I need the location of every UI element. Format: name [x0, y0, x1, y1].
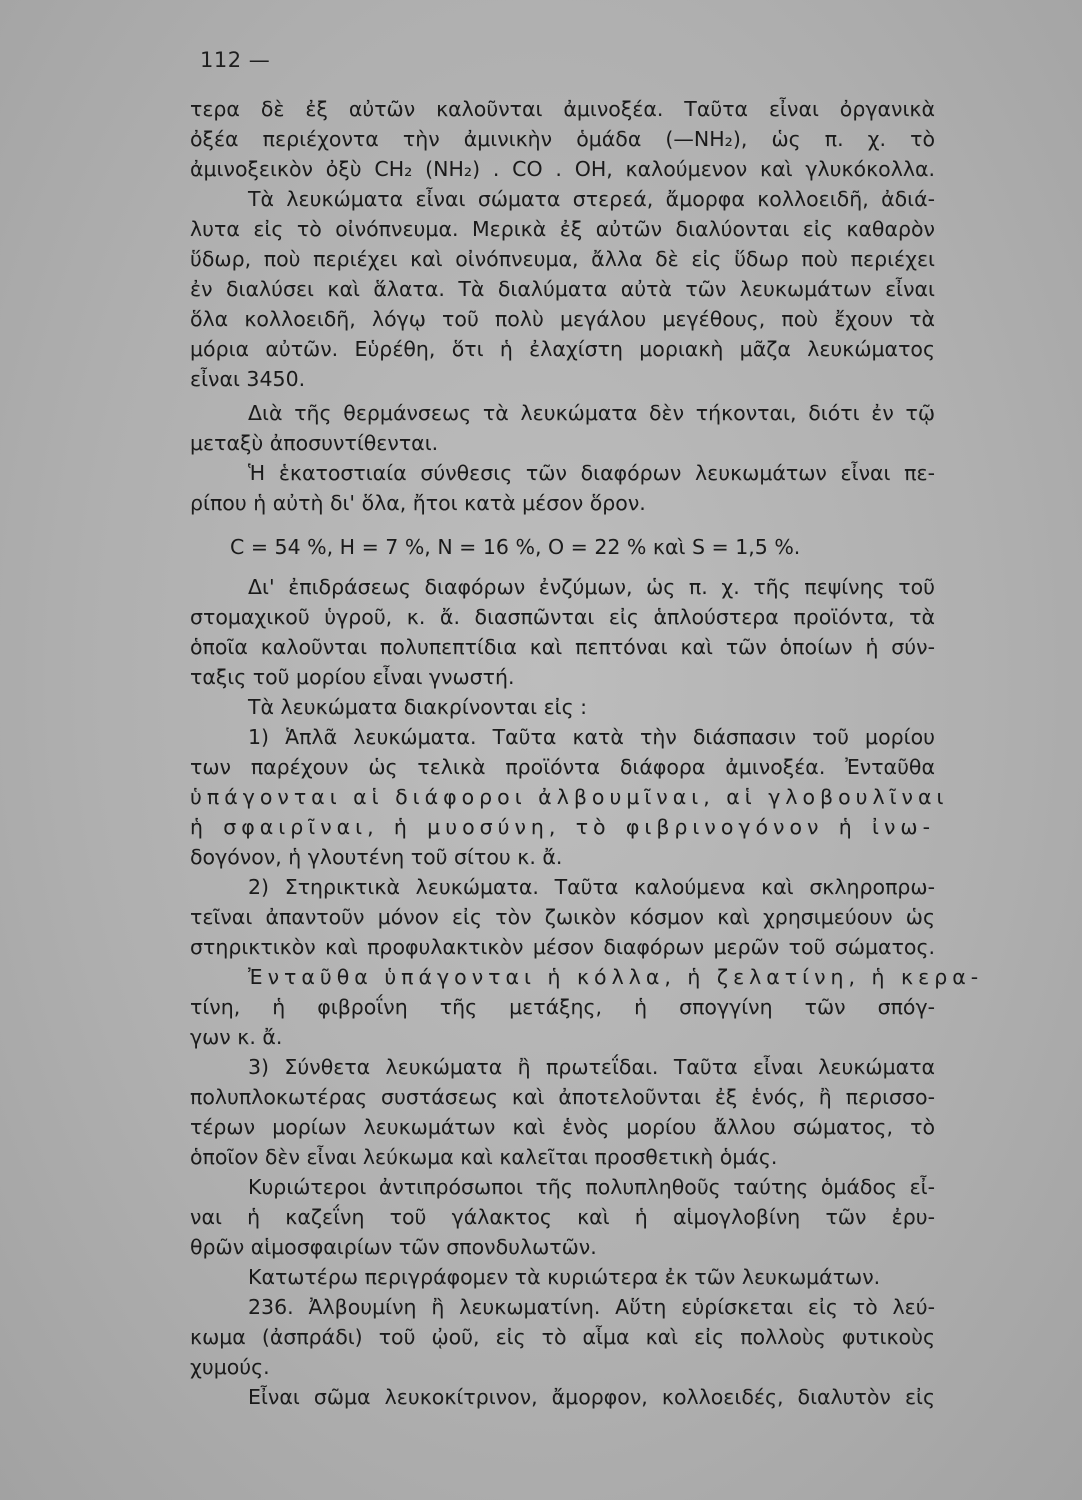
paragraph-start-line: Δι' ἐπιδράσεως διαφόρων ἐνζύμων, ὡς π. χ. τῆς πεψίνης τοῦ — [248, 575, 935, 599]
text-line: τερα δὲ ἐξ αὐτῶν καλοῦνται ἀμινοξέα. Ταῦτα εἶναι ὀργανικὰ — [190, 97, 935, 121]
text-line: τέρων μορίων λευκωμάτων καὶ ἑνὸς μορίου ἄλλου σώματος, τὸ — [190, 1115, 935, 1139]
text-line: ρίπου ἡ αὐτὴ δι' ὅλα, ἤτοι κατὰ μέσον ὅρον. — [190, 491, 646, 515]
paragraph-start-line: Εἶναι σῶμα λευκοκίτρινον, ἄμορφον, κολλοειδές, διαλυτὸν εἰς — [248, 1385, 935, 1409]
text-line: δογόνον, ἡ γλουτένη τοῦ σίτου κ. ἄ. — [190, 845, 563, 869]
text-line: λυτα εἰς τὸ οἰνόπνευμα. Μερικὰ ἐξ αὐτῶν διαλύονται εἰς καθαρὸν — [190, 217, 935, 241]
text-line: ὑπάγονται αἱ διάφοροι ἀλβουμῖναι, αἱ γλοβουλῖναι — [190, 785, 949, 809]
list-item-structural-proteins: 2) Στηρικτικὰ λευκώματα. Ταῦτα καλούμενα καὶ σκληροπρω- — [248, 875, 935, 899]
text-line: ταξις τοῦ μορίου εἶναι γνωστή. — [190, 665, 515, 689]
body-text — [190, 94, 984, 1412]
text-line: ὀξέα περιέχοντα τὴν ἀμινικὴν ὁμάδα (—NH₂), ὡς π. χ. τὸ — [190, 127, 935, 151]
page-number: 112 — — [200, 48, 271, 72]
text-line: ὁποῖα καλοῦνται πολυπεπτίδια καὶ πεπτόναι καὶ τῶν ὁποίων ἡ σύν- — [190, 635, 935, 659]
text-line: εἶναι 3450. — [190, 367, 306, 391]
text-line: μόρια αὐτῶν. Εὑρέθη, ὅτι ἡ ἐλαχίστη μοριακὴ μᾶζα λευκώματος — [190, 337, 935, 361]
composition-formula: C = 54 %, H = 7 %, N = 16 %, O = 22 % καὶ S = 1,5 %. — [230, 535, 801, 559]
text-line: ὅλα κολλοειδῆ, λόγῳ τοῦ πολὺ μεγάλου μεγέθους, ποὺ ἔχουν τὰ — [190, 307, 935, 331]
text-line: στομαχικοῦ ὑγροῦ, κ. ἄ. διασπῶνται εἰς ἁπλούστερα προϊόντα, τὰ — [190, 605, 935, 629]
text-line: ἀμινοξεικὸν ὀξὺ CH₂ (NH₂) . CO . OH, καλούμενον καὶ γλυκόκολλα. — [190, 157, 935, 181]
list-item-compound-proteins: 3) Σύνθετα λευκώματα ἢ πρωτεΐδαι. Ταῦτα εἶναι λευκώματα — [248, 1055, 935, 1079]
paragraph-start-line: Κατωτέρω περιγράφομεν τὰ κυριώτερα ἐκ τῶν λευκωμάτων. — [248, 1265, 881, 1289]
section-236-heading-line: 236. Ἀλβουμίνη ἢ λευκωματίνη. Αὕτη εὑρίσκεται εἰς τὸ λεύ- — [248, 1295, 935, 1319]
text-line: θρῶν αἱμοσφαιρίων τῶν σπονδυλωτῶν. — [190, 1235, 597, 1259]
text-line: ὕδωρ, ποὺ περιέχει καὶ οἰνόπνευμα, ἄλλα δὲ εἰς ὕδωρ ποὺ περιέχει — [190, 247, 935, 271]
text-line: των παρέχουν ὡς τελικὰ προϊόντα διάφορα ἀμινοξέα. Ἐνταῦθα — [190, 755, 935, 779]
paragraph-start-line: Τὰ λευκώματα διακρίνονται εἰς : — [248, 695, 588, 719]
text-line: κωμα (ἀσπράδι) τοῦ ᾠοῦ, εἰς τὸ αἷμα καὶ εἰς πολλοὺς φυτικοὺς — [190, 1325, 935, 1349]
paragraph-start-line: Τὰ λευκώματα εἶναι σώματα στερεά, ἄμορφα κολλοειδῆ, ἀδιά- — [248, 187, 935, 211]
list-item-simple-proteins: 1) Ἁπλᾶ λευκώματα. Ταῦτα κατὰ τὴν διάσπασιν τοῦ μορίου — [248, 725, 935, 749]
paragraph-start-line: Ἡ ἑκατοστιαία σύνθεσις τῶν διαφόρων λευκωμάτων εἶναι πε- — [248, 461, 935, 485]
paragraph-start-line: Κυριώτεροι ἀντιπρόσωποι τῆς πολυπληθοῦς ταύτης ὁμάδος εἶ- — [248, 1175, 935, 1199]
text-line: ἐν διαλύσει καὶ ἅλατα. Τὰ διαλύματα αὐτὰ τῶν λευκωμάτων εἶναι — [190, 277, 935, 301]
text-line: πολυπλοκωτέρας συστάσεως καὶ ἀποτελοῦνται ἐξ ἑνός, ἢ περισσο- — [190, 1085, 935, 1109]
text-line: ἡ σφαιρῖναι, ἡ μυοσύνη, τὸ φιβρινογόνον ἡ ἰνω- — [190, 815, 935, 839]
text-line: ὁποῖον δὲν εἶναι λεύκωμα καὶ καλεῖται προσθετικὴ ὁμάς. — [190, 1145, 778, 1169]
paragraph-start-line: Διὰ τῆς θερμάνσεως τὰ λευκώματα δὲν τήκονται, διότι ἐν τῷ — [248, 401, 935, 425]
text-line: τεῖναι ἀπαντοῦν μόνον εἰς τὸν ζωικὸν κόσμον καὶ χρησιμεύουν ὡς — [190, 905, 935, 929]
text-line: τίνη, ἡ φιβροΐνη τῆς μετάξης, ἡ σπογγίνη τῶν σπόγ- — [190, 995, 935, 1019]
text-line: μεταξὺ ἀποσυντίθενται. — [190, 431, 439, 455]
paragraph-start-line: Ἐνταῦθα ὑπάγονται ἡ κόλλα, ἡ ζελατίνη, ἡ κερα- — [248, 965, 984, 989]
text-line: χυμούς. — [190, 1355, 270, 1379]
text-line: ναι ἡ καζεΐνη τοῦ γάλακτος καὶ ἡ αἱμογλοβίνη τῶν ἐρυ- — [190, 1205, 935, 1229]
text-line: γων κ. ἄ. — [190, 1025, 283, 1049]
text-line: στηρικτικὸν καὶ προφυλακτικὸν μέσον διαφόρων μερῶν τοῦ σώματος. — [190, 935, 935, 959]
